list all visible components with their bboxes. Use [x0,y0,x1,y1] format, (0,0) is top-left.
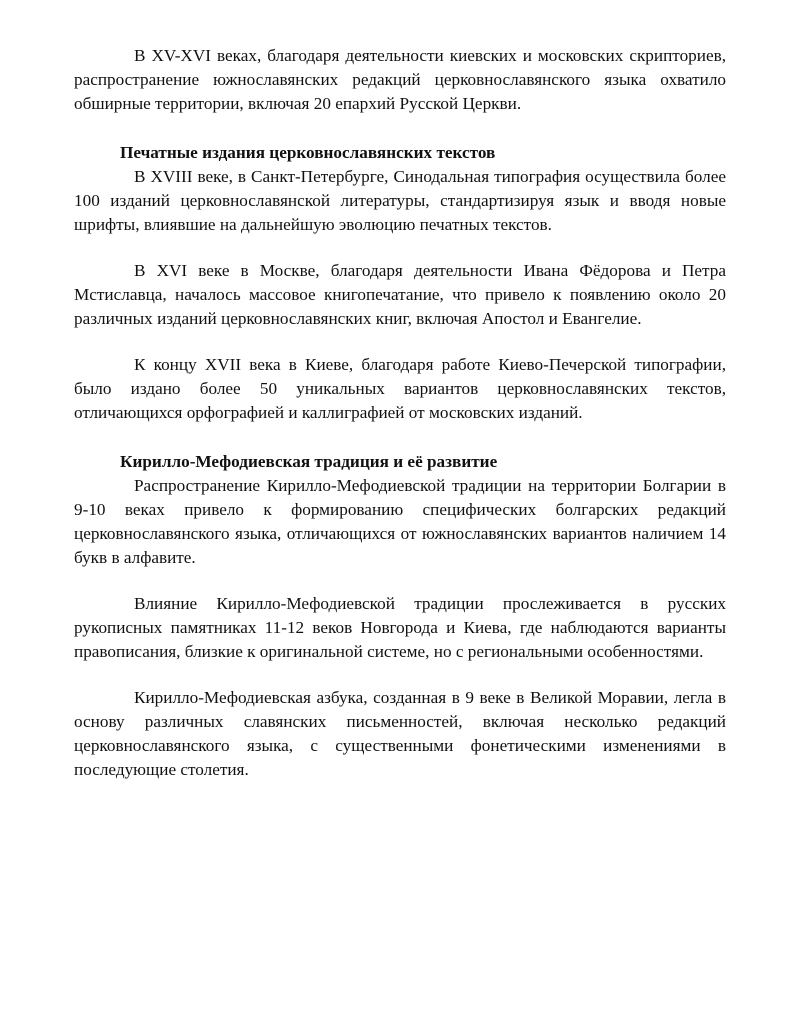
section-heading-printed-editions: Печатные издания церковнославянских текстов [120,143,496,162]
spacer [74,331,726,353]
spacer [74,570,726,592]
paragraph-synodal-press: В XVIII веке, в Санкт-Петербурге, Синодальная типография осуществила более 100 изданий церковнославянской литературы, стандартизируя язык и вводя новые шрифты, влиявшие на дальнейшую эволюцию печатных текстов. [74,167,726,234]
section-heading-cyril-methodius: Кирилло-Мефодиевская традиция и её развитие [120,452,498,471]
paragraph-bulgaria: Распространение Кирилло-Мефодиевской традиции на территории Болгарии в 9-10 веках привело к формированию специфических болгарских редакций церковнославянского языка, отличающихся от южнославянских вариантов наличием 14 букв в алфавите. [74,476,726,567]
paragraph-moscow-printing: В XVI веке в Москве, благодаря деятельности Ивана Фёдорова и Петра Мстиславца, началось массовое книгопечатание, что привело к появлению около 20 различных изданий церковнославянских книг, включая Апостол и Евангелие. [74,261,726,328]
paragraph-russian-manuscripts: Влияние Кирилло-Мефодиевской традиции прослеживается в русских рукописных памятниках 11-12 веков Новгорода и Киева, где наблюдаются варианты правописания, близкие к оригинальной системе, но с региональными особенностями. [74,594,726,661]
paragraph-kiev-printing: К концу XVII века в Киеве, благодаря работе Киево-Печерской типографии, было издано более 50 уникальных вариантов церковнославянских текстов, отличающихся орфографией и каллиграфией от московских изданий. [74,355,726,422]
spacer [74,237,726,259]
document-page [74,44,726,782]
spacer [74,425,726,450]
paragraph-scriptoria: В XV-XVI веках, благодаря деятельности киевских и московских скрипториев, распространение южнославянских редакций церковнославянского языка охватило обширные территории, включая 20 епархий Русской Церкви. [74,46,726,113]
spacer [74,116,726,141]
spacer [74,664,726,686]
paragraph-moravia-alphabet: Кирилло-Мефодиевская азбука, созданная в 9 веке в Великой Моравии, легла в основу различных славянских письменностей, включая несколько редакций церковнославянского языка, с существенными фонетическими изменениями в последующие столетия. [74,688,726,779]
